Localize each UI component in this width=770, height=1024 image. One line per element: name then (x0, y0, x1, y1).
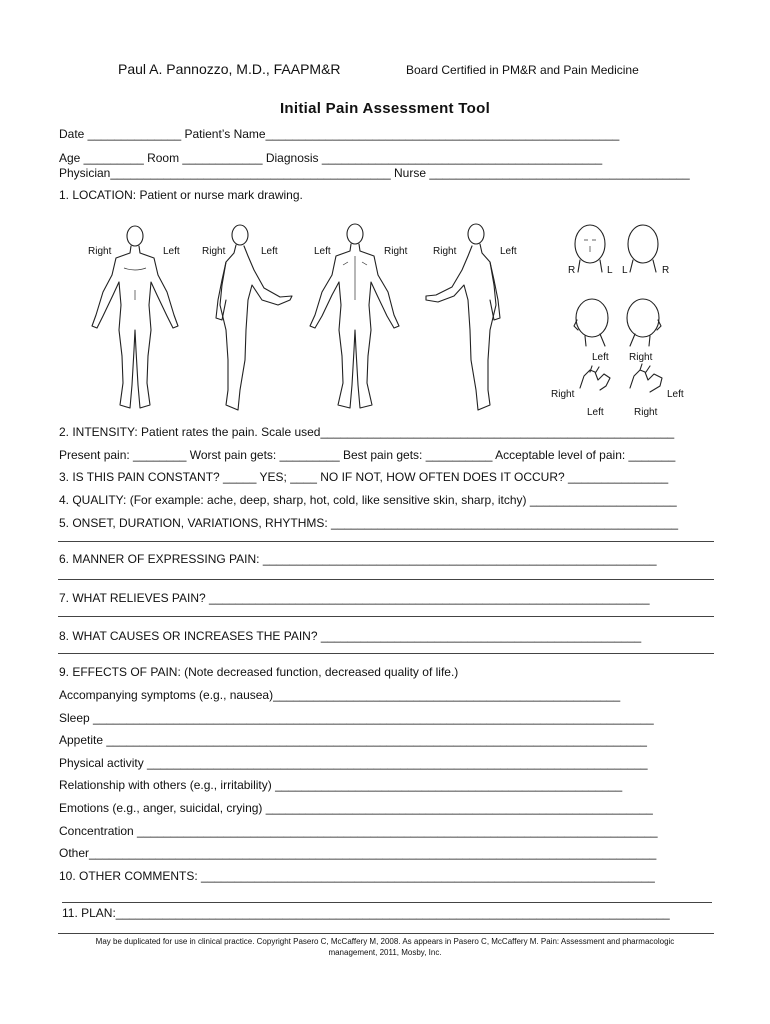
side-body-figure-1 (216, 225, 292, 410)
causes-question[interactable]: 8. WHAT CAUSES OR INCREASES THE PAIN? ________________________________________________ (59, 629, 642, 643)
other-field[interactable]: Other_____________________________________________________________________________________ (59, 846, 657, 860)
intensity-question[interactable]: 2. INTENSITY: Patient rates the pain. Scale used_____________________________________________________ (59, 425, 675, 439)
back-left-label: Left (314, 246, 331, 257)
body-diagram[interactable] (0, 0, 770, 430)
comments-field[interactable]: 10. OTHER COMMENTS: ____________________________________________________________________ (59, 869, 655, 883)
hands-left2-label: Left (587, 407, 604, 418)
plan-field[interactable]: 11. PLAN:___________________________________________________________________________________ (62, 906, 670, 920)
back-body-figure (310, 224, 399, 408)
constant-question[interactable]: 3. IS THIS PAIN CONSTANT? _____ YES; ____ NO IF NOT, HOW OFTEN DOES IT OCCUR? _______________ (59, 470, 669, 484)
side2-right-label: Right (433, 246, 457, 257)
pain-levels-line[interactable]: Present pain: ________ Worst pain gets: _________ Best pain gets: __________ Acceptable level of pain: _______ (59, 448, 676, 462)
relieves-answer-line[interactable] (58, 616, 714, 617)
date-patient-line[interactable]: Date ______________ Patient’s Name_____________________________________________________ (59, 127, 620, 141)
head-side-left-figure (574, 299, 608, 346)
side1-right-label: Right (202, 246, 226, 257)
sleep-field[interactable]: Sleep ____________________________________________________________________________________ (59, 711, 654, 725)
quality-question[interactable]: 4. QUALITY: (For example: ache, deep, sharp, hot, cold, like sensitive skin, sharp, itchy) ______________________ (59, 493, 677, 507)
head-front-figure (575, 225, 605, 272)
appetite-field[interactable]: Appetite _________________________________________________________________________________ (59, 733, 647, 747)
footer-line-1: May be duplicated for use in clinical practice. Copyright Pasero C, McCaffery M, 2008. As appears in Pasero C, McCaffery M. Pain: Assessment and pharmacologic (95, 937, 675, 946)
head-right-label: Right (629, 352, 653, 363)
side-body-figure-2 (426, 224, 500, 410)
footer-line-2: management, 2011, Mosby, Inc. (328, 948, 442, 957)
location-heading: 1. LOCATION: Patient or nurse mark drawing. (59, 188, 303, 202)
head-r2-label: R (662, 265, 670, 276)
age-room-diagnosis-line[interactable]: Age _________ Room ____________ Diagnosis __________________________________________ (59, 151, 603, 165)
front-left-label: Left (163, 246, 180, 257)
physician-nurse-line[interactable]: Physician__________________________________________ Nurse _______________________________________ (59, 166, 690, 180)
comments-answer-line[interactable] (62, 902, 712, 903)
effects-heading: 9. EFFECTS OF PAIN: (Note decreased function, decreased quality of life.) (59, 665, 459, 679)
accompanying-field[interactable]: Accompanying symptoms (e.g., nausea)____________________________________________________ (59, 688, 621, 702)
hands-figure-1 (580, 366, 610, 390)
footer-divider (58, 933, 714, 934)
onset-question[interactable]: 5. ONSET, DURATION, VARIATIONS, RHYTHMS: ____________________________________________________ (59, 516, 679, 530)
manner-question[interactable]: 6. MANNER OF EXPRESSING PAIN: ___________________________________________________________ (59, 552, 657, 566)
manner-answer-line[interactable] (58, 579, 714, 580)
physical-activity-field[interactable]: Physical activity ___________________________________________________________________________ (59, 756, 648, 770)
causes-answer-line[interactable] (58, 653, 714, 654)
hands-figure-2 (630, 364, 662, 392)
back-right-label: Right (384, 246, 408, 257)
relationship-field[interactable]: Relationship with others (e.g., irritability) ____________________________________________________ (59, 778, 623, 792)
emotions-field[interactable]: Emotions (e.g., anger, suicidal, crying) __________________________________________________________ (59, 801, 653, 815)
onset-answer-line[interactable] (58, 541, 714, 542)
head-back-figure (628, 225, 658, 272)
copyright-footer (40, 936, 730, 958)
front-body-figure (92, 226, 178, 408)
head-l2-label: L (622, 265, 628, 276)
hands-right-label: Right (551, 389, 575, 400)
concentration-field[interactable]: Concentration ______________________________________________________________________________ (59, 824, 658, 838)
physician-name: Paul A. Pannozzo, M.D., FAAPM&R (118, 61, 341, 77)
head-side-right-figure (627, 299, 661, 346)
head-l1-label: L (607, 265, 613, 276)
head-r1-label: R (568, 265, 576, 276)
front-right-label: Right (88, 246, 112, 257)
page-title: Initial Pain Assessment Tool (279, 100, 491, 117)
hands-left-label: Left (667, 389, 684, 400)
side1-left-label: Left (261, 246, 278, 257)
side2-left-label: Left (500, 246, 517, 257)
hands-right2-label: Right (634, 407, 658, 418)
certification: Board Certified in PM&R and Pain Medicine (406, 63, 639, 77)
head-left-label: Left (592, 352, 609, 363)
relieves-question[interactable]: 7. WHAT RELIEVES PAIN? __________________________________________________________________ (59, 591, 650, 605)
